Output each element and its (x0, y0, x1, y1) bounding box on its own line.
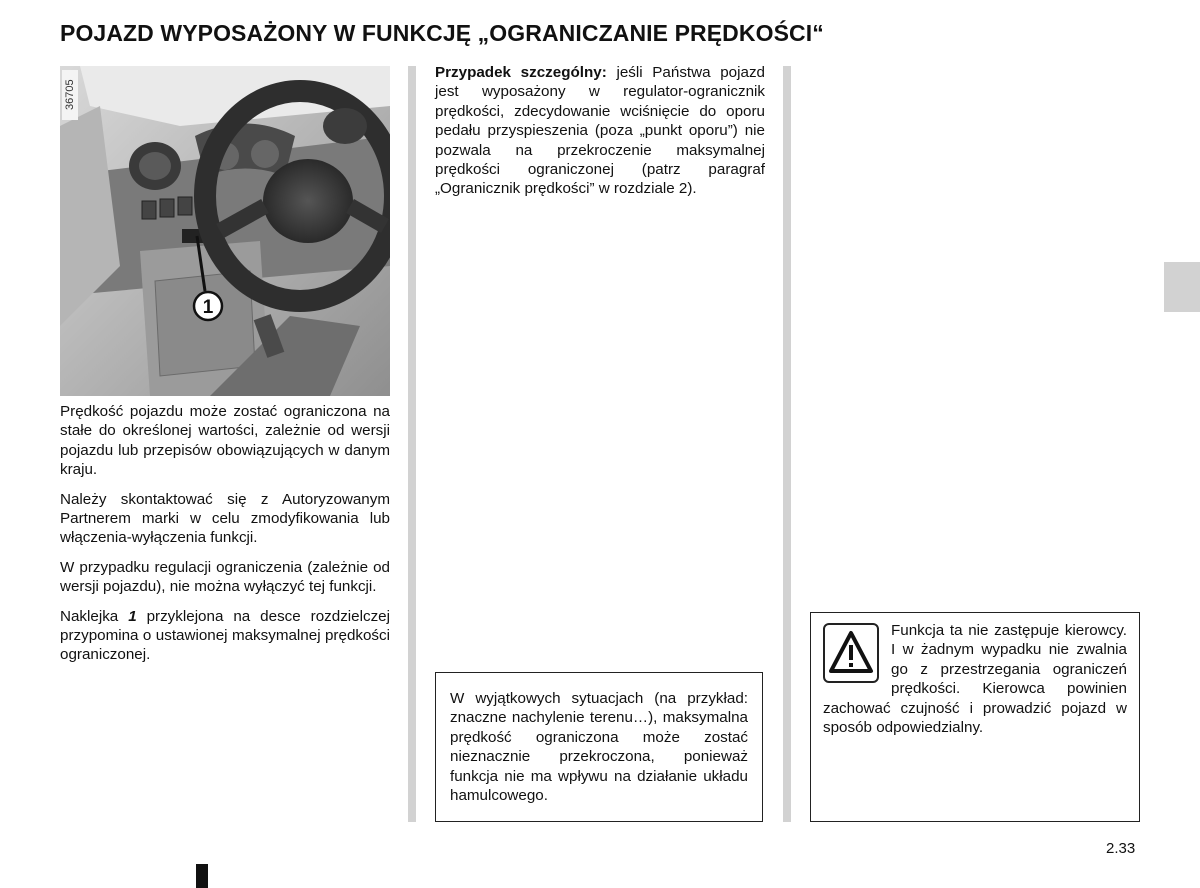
warning-triangle-icon (823, 623, 879, 683)
paragraph-4 (60, 607, 390, 665)
column-divider-2 (783, 66, 791, 822)
paragraph-1: Prędkość pojazdu może zostać ograniczona na stałe do określonej wartości, zależnie od wersji pojazdu lub przepisów obowiązujących w danym kraju. (60, 403, 390, 479)
special-case-text: jeśli Państwa pojazd jest wyposażony w regulator-ogranicznik prędkości, zdecydowanie wciśnięcie do oporu pedału przyspieszenia (poza „punkt oporu”) nie pozwala na przekroczenie maksymalnej prędkości ograniczonej (patrz paragraf „Ogranicznik prędkości” w rozdziale 2). (435, 64, 765, 198)
chapter-tab (1164, 262, 1200, 312)
p4-start: Naklejka (60, 607, 129, 625)
warning-box (810, 612, 1140, 822)
sticker-reference: 1 (128, 607, 137, 625)
page-number: 2.33 (1106, 840, 1136, 857)
corner-mark (196, 864, 208, 888)
p4-end: przyklejona na desce rozdzielczej przypomina o ustawionej maksymalnej prędkości ograniczonej. (60, 607, 390, 664)
note-box: W wyjątkowych sytuacjach (na przykład: znaczne nachylenie terenu…), maksymalna prędkość ograniczona może zostać nieznacznie przekroczona, ponieważ funkcja nie ma wpływu na działanie układu hamulcowego. (435, 672, 763, 822)
dashboard-photo (60, 66, 390, 396)
paragraph-3: W przypadku regulacji ograniczenia (zależnie od wersji pojazdu), nie można wyłączyć tej funkcji. (60, 558, 390, 596)
warning-text: Funkcja ta nie zastępuje kierowcy. I w żadnym wypadku nie zwalnia go z przestrzegania ograniczeń prędkości. Kierowca powinien zachować czujność i prowadzić pojazd w sposób odpowiedzialny. (823, 622, 1127, 737)
figure-code: 36705 (62, 70, 78, 120)
left-column (60, 402, 390, 675)
special-case-lead: Przypadek szczególny: (435, 64, 607, 81)
paragraph-2: Należy skontaktować się z Autoryzowanym Partnerem marki w celu zmodyfikowania lub włączenia-wyłączenia funkcji. (60, 490, 390, 547)
page-title: POJAZD WYPOSAŻONY W FUNKCJĘ „OGRANICZANIE PRĘDKOŚCI“ (60, 20, 824, 46)
middle-column (435, 63, 765, 199)
callout-label: 1 (202, 297, 214, 318)
column-divider-1 (408, 66, 416, 822)
